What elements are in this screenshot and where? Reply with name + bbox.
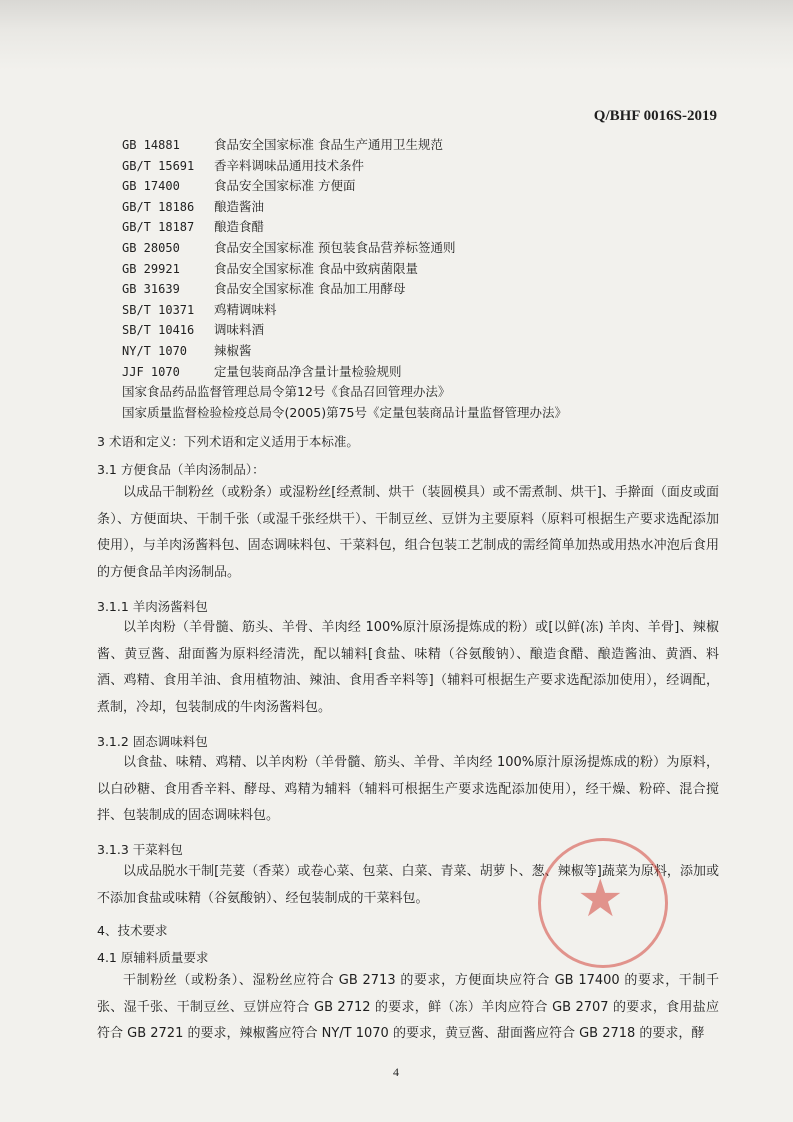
ref-title: 辣椒酱 [214, 342, 252, 358]
section-4-1-heading: 4.1 原辅料质量要求 [97, 950, 209, 965]
section-3-1-3-heading: 3.1.3 干菜料包 [97, 842, 183, 857]
ref-code: SB/T 10416 [122, 323, 195, 338]
company-seal-stamp [538, 838, 668, 968]
reference-row [122, 217, 567, 238]
section-4-heading: 4、技术要求 [97, 923, 168, 938]
reference-row [122, 279, 567, 300]
reference-note: 国家质量监督检验检疫总局令(2005)第75号《定量包装商品计量监督管理办法》 [122, 404, 567, 420]
section-3-1-1-heading: 3.1.1 羊肉汤酱料包 [97, 599, 208, 614]
ref-code: GB/T 18187 [122, 220, 195, 235]
reference-row [122, 176, 567, 197]
ref-title: 调味料酒 [214, 322, 265, 338]
doc-number: Q/BHF 0016S-2019 [593, 108, 717, 124]
ref-code: GB 29921 [122, 261, 180, 276]
ref-code: GB 28050 [122, 240, 180, 255]
ref-code: SB/T 10371 [122, 302, 195, 317]
ref-title: 鸡精调味料 [214, 301, 277, 317]
section-4-1-body: 干制粉丝（或粉条）、湿粉丝应符合 GB 2713 的要求，方便面块应符合 GB 17400 的要求，干制千张、湿千张、干制豆丝、豆饼应符合 GB 2712 的要求，鲜（冻）羊肉应符合 GB 2707 的要求，食用盐应符合 GB 2721 的要求，辣椒酱应符合 NY/T 1070 的要求，黄豆酱、甜面酱应符合 GB 2718 的要求，酵 [97, 973, 719, 1042]
section-3-1-heading: 3.1 方便食品（羊肉汤制品）： [97, 462, 265, 477]
scan-shadow [0, 0, 793, 70]
ref-code: GB 17400 [122, 179, 180, 194]
reference-row [122, 156, 567, 177]
ref-code: GB 14881 [122, 138, 180, 152]
reference-row [122, 135, 567, 156]
reference-note: 国家食品药品监督管理总局令第12号《食品召回管理办法》 [122, 384, 451, 400]
section-3-1-2-heading: 3.1.2 固态调味料包 [97, 734, 208, 749]
ref-title: 食品安全国家标准 食品生产通用卫生规范 [214, 137, 443, 152]
section-3-1-1-body: 以羊肉粉（羊骨髓、筋头、羊骨、羊肉经 100%原汁原汤提炼成的粉）或[以鲜(冻) 羊肉、羊骨]、辣椒酱、黄豆酱、甜面酱为原料经清洗，配以辅料[食盐、味精（谷氨酸钠）、酿造食醋、酿造酱油、黄酒、料酒、鸡精、食用羊油、食用植物油、辣油、食用香辛料等]（辅料可根据生产要求选配添加使用），经调配，煮制，冷却，包装制成的牛肉汤酱料包。 [97, 620, 719, 716]
ref-title: 酿造食醋 [214, 219, 265, 235]
ref-code: GB/T 18186 [122, 199, 195, 214]
reference-list [122, 135, 567, 423]
ref-code: JJF 1070 [122, 364, 180, 379]
page-number: 4 [393, 1065, 399, 1079]
ref-title: 酿造酱油 [214, 198, 265, 214]
seal-star-icon: ★ [577, 869, 624, 929]
ref-code: NY/T 1070 [122, 343, 188, 358]
ref-code: GB/T 15691 [122, 158, 195, 173]
reference-row [122, 197, 567, 218]
ref-title: 香辛料调味品通用技术条件 [214, 157, 365, 173]
ref-code: GB 31639 [122, 282, 180, 297]
section-3-1-body: 以成品干制粉丝（或粉条）或湿粉丝[经煮制、烘干（装圆模具）或不需煮制、烘干]、手擀面（面皮或面条）、方便面块、干制千张（或湿千张经烘干）、干制豆丝、豆饼为主要原料（原料可根据生产要求选配添加使用），与羊肉汤酱料包、固态调味料包、干菜料包，组合包装工艺制成的需经简单加热或用热水冲泡后食用的方便食品羊肉汤制品。 [97, 485, 719, 581]
ref-title: 食品安全国家标准 食品加工用酵母 [214, 281, 406, 297]
section-3-1-2-body: 以食盐、味精、鸡精、以羊肉粉（羊骨髓、筋头、羊骨、羊肉经 100%原汁原汤提炼成的粉）为原料，以白砂糖、食用香辛料、酵母、鸡精为辅料（辅料可根据生产要求选配添加使用），经干燥、粉碎、混合搅拌、包装制成的固态调味料包。 [97, 755, 719, 824]
ref-title: 定量包装商品净含量计量检验规则 [214, 363, 402, 379]
ref-title: 食品安全国家标准 预包装食品营养标签通则 [214, 239, 456, 255]
reference-row [122, 238, 567, 259]
ref-title: 食品安全国家标准 方便面 [214, 178, 356, 194]
ref-title: 食品安全国家标准 食品中致病菌限量 [214, 260, 418, 276]
reference-row [122, 259, 567, 280]
section-3-1-3-body: 以成品脱水干制[芫荽（香菜）或卷心菜、包菜、白菜、青菜、胡萝卜、葱、辣椒等]蔬菜为原料，添加或不添加食盐或味精（谷氨酸钠）、经包装制成的干菜料包。 [97, 864, 719, 906]
section-3-heading: 3 术语和定义：下列术语和定义适用于本标准。 [97, 434, 359, 449]
